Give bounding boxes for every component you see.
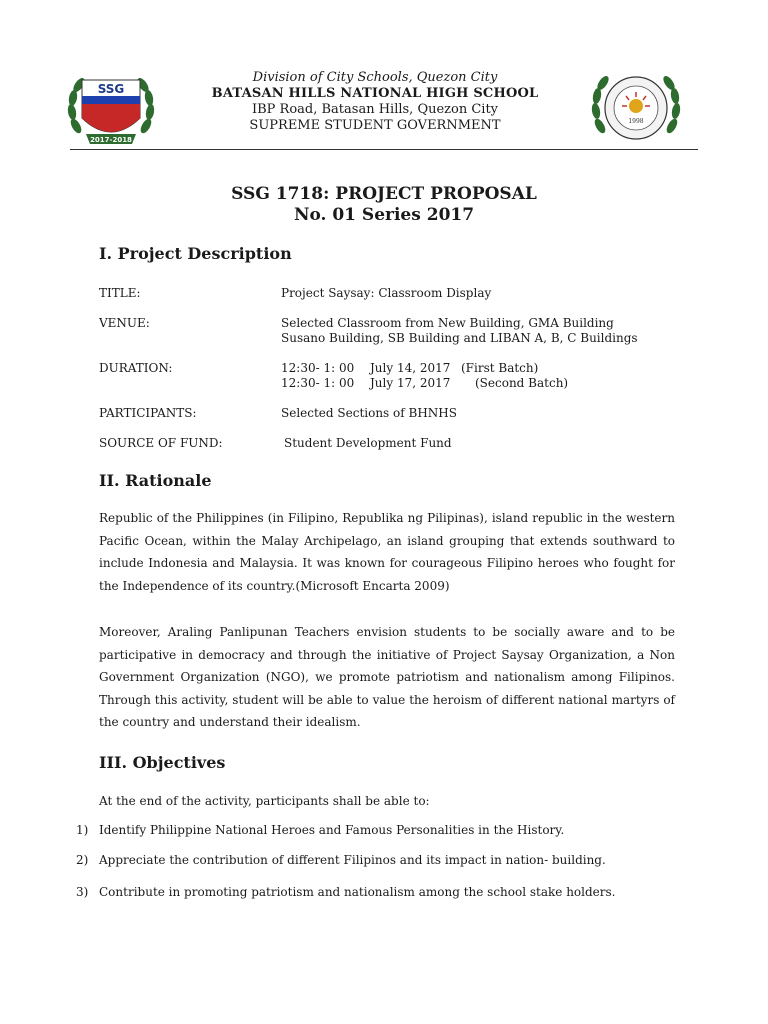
school-seal-logo <box>588 66 684 152</box>
division-line: Division of City Schools, Quezon City <box>252 70 498 85</box>
duration-time-2: 12:30- 1: 00 <box>281 376 355 390</box>
section-heading-rationale: II. Rationale <box>99 471 212 490</box>
title-label: TITLE: <box>99 286 141 300</box>
ssg-logo-letters: SSG <box>97 82 125 96</box>
objective-item <box>76 885 676 899</box>
venue-line-1: Selected Classroom from New Building, GMA Building <box>281 316 614 330</box>
venue-label: VENUE: <box>99 316 150 330</box>
ssg-logo <box>62 66 160 152</box>
objectives-intro: At the end of the activity, participants shall be able to: <box>99 794 430 808</box>
duration-label: DURATION: <box>99 361 173 375</box>
duration-batch-2: (Second Batch) <box>475 376 569 390</box>
objective-text: Appreciate the contribution of different Filipinos and its impact in nation- building. <box>99 853 606 867</box>
objective-number: 2) <box>76 853 89 867</box>
title-line-2: No. 01 Series 2017 <box>293 205 475 225</box>
objective-text: Contribute in promoting patriotism and nationalism among the school stake holders. <box>99 885 616 899</box>
document-title <box>0 184 768 226</box>
objective-number: 3) <box>76 885 89 899</box>
fund-label: SOURCE OF FUND: <box>99 436 223 450</box>
header-divider <box>70 149 698 150</box>
letterhead <box>165 70 585 134</box>
duration-batch-1: (First Batch) <box>461 361 539 375</box>
school-name: BATASAN HILLS NATIONAL HIGH SCHOOL <box>211 86 539 101</box>
title-line-1: SSG 1718: PROJECT PROPOSAL <box>231 184 537 204</box>
rationale-paragraph-2: Moreover, Araling Panlipunan Teachers envision students to be socially aware and to be participative in democracy and through the initiative of Project Saysay Organization, a Non Government Organization (NGO), we promote patriotism and nationalism among Filipinos. Through this activity, student will be able to value the heroism of different national martyrs of the country and understand their idealism. <box>99 625 675 729</box>
organization-name: SUPREME STUDENT GOVERNMENT <box>249 118 501 133</box>
objective-item <box>76 853 676 867</box>
section-heading-description: I. Project Description <box>99 244 292 263</box>
participants-value: Selected Sections of BHNHS <box>281 406 457 420</box>
objective-number: 1) <box>76 823 89 837</box>
duration-date-1: July 14, 2017 <box>370 361 451 375</box>
objective-text: Identify Philippine National Heroes and Famous Personalities in the History. <box>99 823 565 837</box>
participants-label: PARTICIPANTS: <box>99 406 197 420</box>
fund-value: Student Development Fund <box>284 436 452 450</box>
school-address: IBP Road, Batasan Hills, Quezon City <box>251 102 499 117</box>
rationale-paragraph-1: Republic of the Philippines (in Filipino, Republika ng Pilipinas), island republic in the western Pacific Ocean, within the Malay Archipelago, an island grouping that extends southward to include Indonesia and Malaysia. It was known for courageous Filipino heroes who fought for the Independence of its country.(Microsoft Encarta 2009) <box>99 511 675 593</box>
section-heading-objectives: III. Objectives <box>99 753 226 772</box>
title-value: Project Saysay: Classroom Display <box>281 286 492 300</box>
venue-line-2: Susano Building, SB Building and LIBAN A, B, C Buildings <box>281 331 638 345</box>
objective-item <box>76 823 676 837</box>
duration-time-1: 12:30- 1: 00 <box>281 361 355 375</box>
seal-year: 1998 <box>628 118 644 125</box>
duration-date-2: July 17, 2017 <box>370 376 451 390</box>
ssg-logo-years: 2017-2018 <box>90 136 132 144</box>
